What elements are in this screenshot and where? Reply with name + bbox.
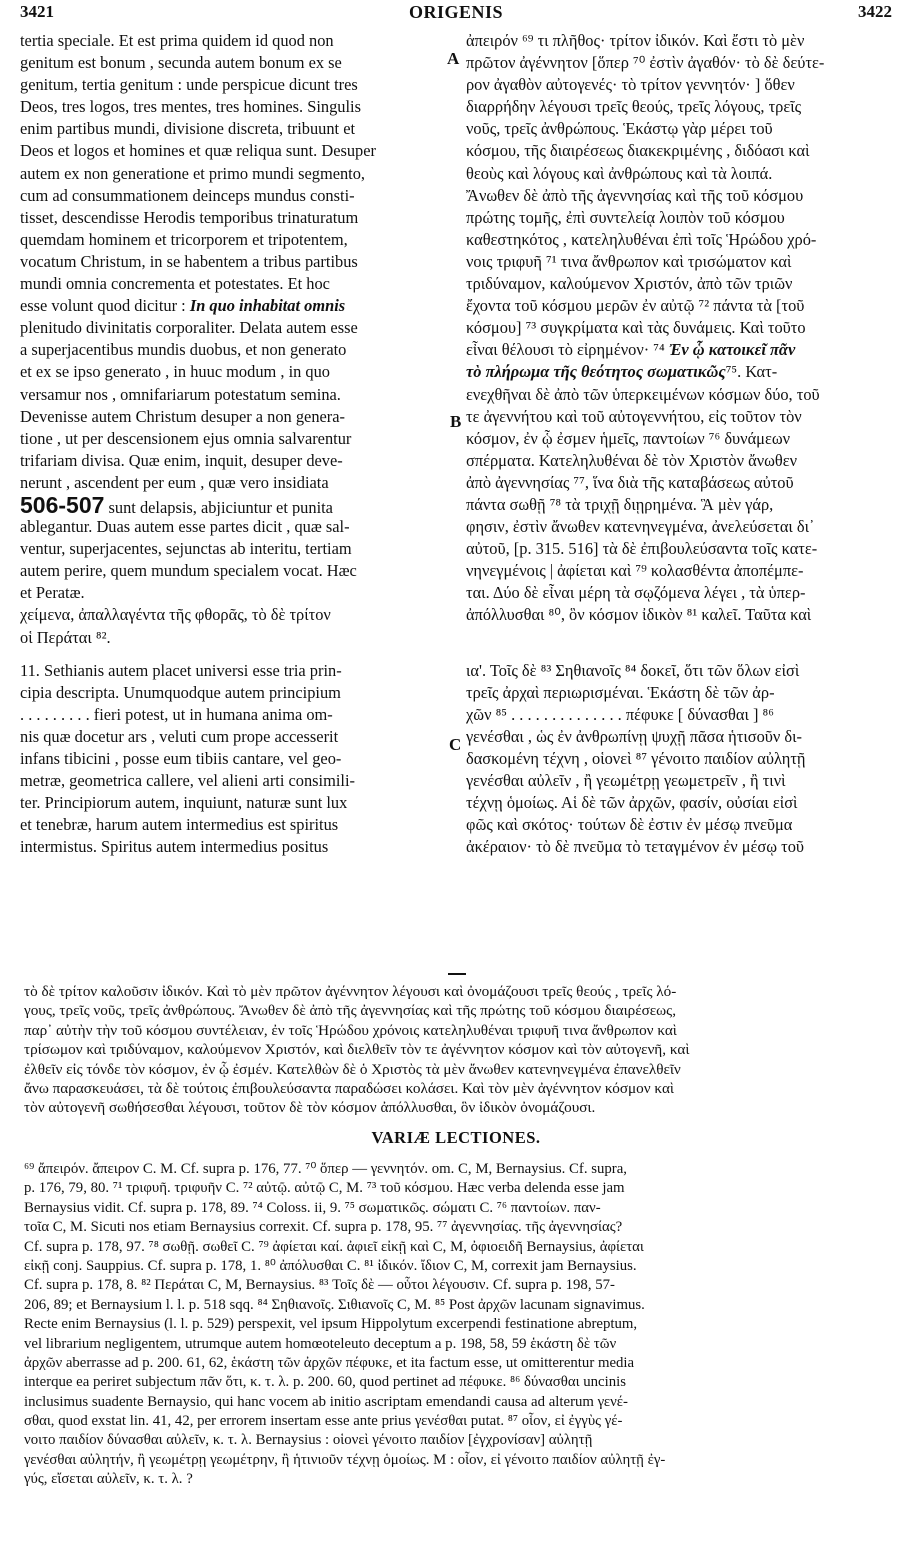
variant-line: Cf. supra p. 178, 8. ⁸² Περάται C, M, Bernaysius. ⁸³ Τοῖς δὲ — οὗτοι λέγουσιν. Cf. supra p. 198, 57-	[24, 1277, 615, 1294]
greek-line: νοῦς, τρεῖς ἀνθρώπους. Ἑκάστῳ γὰρ μέρει τοῦ	[466, 119, 773, 139]
greek-line: φησιν, ἐστὶν ἄνωθεν κατενηνεγμένα, ἀνελεύσεται δι᾽	[466, 517, 815, 537]
column-number: 506-507	[20, 493, 105, 517]
variant-line: Cf. supra p. 178, 97. ⁷⁸ σωθῇ. σωθεῖ C. ⁷⁹ ἀφίεται καί. ἀφιεῖ εἰκῇ καὶ C, M, ὀφιοειδῆ Bernaysius, ἀφίεται	[24, 1238, 644, 1255]
variant-line: p. 176, 79, 80. ⁷¹ τριφυῆ. τριφυῆν C. ⁷² αὐτῷ. αὐτῷ C, M. ⁷³ τοῦ κόσμου. Hæc verba delenda esse jam	[24, 1180, 625, 1197]
latin-line: Devenisse autem Christum desuper a non genera-	[20, 406, 345, 426]
greek-column	[466, 30, 892, 858]
column-marker-a: A	[447, 49, 460, 68]
latin-line: esse volunt quod dicitur :	[20, 296, 186, 316]
greek-line: καθεστηκότος , κατεληλυθέναι ἐπὶ τοῖς Ἡρώδου χρό-	[466, 229, 817, 249]
greek-footnote-block	[24, 982, 894, 1118]
variant-line: γύς, εἴσεται αὐλεῖν, κ. τ. λ. ?	[24, 1471, 193, 1488]
latin-scripture-quote: In quo inhabitat omnis	[189, 296, 346, 316]
spacer	[466, 649, 892, 660]
greek-line: Ἄνωθεν δὲ ἀπὸ τῆς ἀγεννησίας καὶ τῆς τοῦ κόσμου	[466, 185, 804, 205]
latin-line: Deos, tres logos, tres mentes, tres homines. Singulis	[20, 97, 361, 117]
greek-line: νηνεγμένοις | ἀφίεται καὶ ⁷⁹ κολασθέντα ἀποπέμπε-	[466, 561, 804, 581]
variant-line: σθαι, quod exstat lin. 41, 42, per errorem insertam esse ante prius γενέσθαι putat. ⁸⁷ οἷον, εἰ ἐγγὺς γέ-	[24, 1413, 623, 1430]
greek-line-with-quote-end	[466, 361, 892, 383]
greek-line: κόσμου, τῆς διαιρέσεως διακεκριμένης , διδόασι καὶ	[466, 141, 810, 161]
greek-line: δασκομένη τέχνη , οἱονεὶ ⁸⁷ γένοιτο παιδίον αὐλητῇ	[466, 749, 806, 768]
latin-line: plenitudo divinitatis corporaliter. Delata autem esse	[20, 318, 358, 338]
greek-line: τρεῖς ἀρχαὶ περιωρισμέναι. Ἑκάστη δὲ τῶν ἀρ-	[466, 682, 775, 702]
greek-line: ἀκέραιον· τὸ δὲ πνεῦμα τὸ τεταγμένον ἐν μέσῳ τοῦ	[466, 837, 805, 857]
latin-line: metræ, geometrica callere, vel alieni arti consimili-	[20, 771, 355, 791]
greek-line: ἀπειρόν ⁶⁹ τι πλῆθος· τρίτον ἰδικόν. Καὶ ἔστι τὸ μὲν	[466, 31, 805, 50]
section-divider	[448, 973, 466, 975]
latin-line: infans tibicini , posse eum tibiis cantare, vel geo-	[20, 749, 342, 768]
variae-lectiones-block	[24, 1160, 894, 1490]
greek-line: πάντα σωθῇ ⁷⁸ τὰ τριχῇ διῃρημένα. Ἃ μὲν γάρ,	[466, 494, 774, 514]
greek-line-with-quote	[466, 339, 892, 361]
latin-line: genitum est bonum , secunda autem bonum ex se	[20, 53, 342, 73]
latin-line: sunt delapsis, abjiciuntur et punita	[108, 497, 333, 517]
greek-scripture-quote: Ἐν ᾧ κατοικεῖ πᾶν	[668, 340, 796, 360]
greek-line-empty	[466, 627, 892, 649]
greek-line: ἀπὸ ἀγεννησίας ⁷⁷, ἵνα διὰ τῆς καταβάσεως αὐτοῦ	[466, 472, 794, 492]
greek-line: κόσμον, ἐν ᾧ ἐσμεν ἡμεῖς, παντοίων ⁷⁶ δυνάμεων	[466, 428, 791, 448]
variant-line: εἰκῇ conj. Sauppius. Cf. supra p. 178, 1. ⁸⁰ ἀπόλυσθαι C. ⁸¹ ἰδικόν. ἴδιον C, M, correxit jam Bernaysius.	[24, 1257, 637, 1274]
latin-line: cipia descripta. Unumquodque autem principium	[20, 682, 341, 702]
greek-quote-tail: ⁷⁵. Κατ-	[725, 362, 778, 382]
spacer	[20, 649, 444, 660]
latin-line: Deos et logos et homines et quæ reliqua sunt. Desuper	[20, 141, 376, 161]
greek-line: ἀπόλλυσθαι ⁸⁰, ὃν κόσμον ἰδικὸν ⁸¹ καλεῖ. Ταῦτα καὶ	[466, 605, 812, 625]
greek-overflow-line: οἱ Περάται ⁸².	[20, 627, 111, 647]
latin-line-with-quote	[20, 295, 444, 317]
greek-line: ἔχοντα τοῦ κόσμου μερῶν ἐν αὐτῷ ⁷² πάντα τὰ [τοῦ	[466, 296, 805, 316]
latin-line: a superjacentibus mundis duobus, et non generato	[20, 340, 347, 360]
variant-line: interque ea periret subjectum πᾶν ὅτι, κ. τ. λ. p. 200. 60, quod pertinet ad πέφυκε. ⁸⁶ δύνασθαι uncinis	[24, 1374, 627, 1391]
greek-line: γενέσθαι , ὡς ἐν ἀνθρωπίνῃ ψυχῇ πᾶσα ἡτισοῦν δι-	[466, 726, 802, 746]
latin-line: versamur nos , omnifariarum potestatum semina.	[20, 384, 341, 404]
latin-line: cum ad consummationem deinceps mundus consti-	[20, 185, 355, 205]
greek-line: γενέσθαι αὐλεῖν , ἢ γεωμέτρῃ γεωμετρεῖν , ἢ τινὶ	[466, 771, 786, 791]
greek-line: τέχνῃ ὁμοίως. Αἱ δὲ τῶν ἀρχῶν, φασίν, οὐσίαι εἰσὶ	[466, 793, 798, 813]
footnote-line: τὸ δὲ τρίτον καλοῦσιν ἰδικόν. Καὶ τὸ μὲν πρῶτον ἀγέννητον λέγουσι καὶ ὀνομάζουσι τρεῖς θεούς , τρεῖς λό-	[24, 983, 677, 1000]
greek-line: τὸ πλήρωμα τῆς θεότητος σωματικῶς	[466, 362, 726, 382]
variant-line: τοῖα C, M. Sicuti nos etiam Bernaysius correxit. Cf. supra p. 178, 95. ⁷⁷ ἀγεννησίας. τῆς ἀγεννησίας?	[24, 1219, 623, 1236]
latin-line: trifariam divisa. Quæ enim, inquit, desuper deve-	[20, 450, 343, 470]
greek-overflow-line: χείμενα, ἀπαλλαγέντα τῆς φθορᾶς, τὸ δὲ τρίτον	[20, 605, 331, 625]
latin-line: et ex se ipso generato , in huuc modum , in quo	[20, 362, 330, 382]
footnote-line: γους, τρεῖς νοῦς, τρεῖς ἀνθρώπους. Ἄνωθεν δὲ ἀπὸ τῆς ἀγεννησίας καὶ τῆς πρώτης τοῦ κόσμου διαιρέσεως,	[24, 1002, 676, 1020]
variant-line: inclusimus suadente Bernaysio, qui hanc vocem ab initio ascriptam emendandi causa ad alterum γενέ-	[24, 1393, 628, 1410]
latin-line: genitum, tertia genitum : unde perspicue dicunt tres	[20, 75, 358, 95]
latin-line: et Peratæ.	[20, 583, 85, 603]
greek-line: τε ἀγεννήτου καὶ τοῦ αὐτογεννήτου, εἰς τοῦτον τὸν	[466, 406, 802, 426]
latin-line: enim partibus mundi, divisione discreta, tribuunt et	[20, 119, 356, 139]
latin-line: nerunt , ascendent per eum , quæ vero insidiata	[20, 472, 329, 492]
greek-line: εἶναι θέλουσι τὸ εἰρημένον· ⁷⁴	[466, 340, 665, 360]
greek-line: κόσμου] ⁷³ συγκρίματα καὶ τὰς δυνάμεις. Καὶ τοῦτο	[466, 318, 806, 338]
greek-line: ται. Δύο δὲ εἶναι μέρη τὰ σῳζόμενα λέγει , τὰ ὑπερ-	[466, 583, 806, 603]
variant-line: νοιτο παιδίον δύνασθαι αὐλεῖν, κ. τ. λ. Bernaysius : οἱονεὶ γένοιτο παιδίον [ἐγχρονίσαν] αὐλητῇ	[24, 1432, 593, 1449]
latin-line: tione , ut per descensionem ejus omnia salvarentur	[20, 428, 352, 448]
variant-line: 206, 89; et Bernaysium l. l. p. 518 sqq. ⁸⁴ Σηθιανοῖς. Σιθιανοῖς C, M. ⁸⁵ Post ἀρχῶν lacunam signavimus.	[24, 1296, 645, 1313]
latin-line-with-column-number	[20, 494, 444, 516]
greek-line: αὐτοῦ, [p. 315. 516] τὰ δὲ ἐπιβουλεύσαντα τοῖς κατε-	[466, 539, 818, 559]
greek-line: θεοὺς καὶ λόγους καὶ ἀνθρώπους καὶ τὰ λοιπά.	[466, 163, 773, 183]
latin-line: autem perire, quem mundum specialem vocat. Hæc	[20, 561, 357, 581]
latin-line: ter. Principiorum autem, inquiunt, naturæ sunt lux	[20, 793, 348, 813]
latin-line: 11. Sethianis autem placet universi esse tria prin-	[20, 660, 342, 680]
footnote-line: παρ᾽ αὐτὴν τὴν τοῦ κόσμου συντέλειαν, ἐν τοῖς Ἡρώδου χρόνοις κατεληλυθέναι τριφυῆ τινα ἄνθρωπον καὶ	[24, 1021, 677, 1039]
latin-line: tertia speciale. Et est prima quidem id quod non	[20, 31, 334, 50]
latin-line: ventur, superjacentes, sejunctas ab interitu, tertiam	[20, 539, 352, 559]
latin-line: mundi omnia concrementa et potestates. Et hoc	[20, 274, 330, 294]
page-number-right: 3422	[858, 2, 892, 21]
latin-line: intermistus. Spiritus autem intermedius positus	[20, 837, 329, 857]
greek-line: ρον ἀγαθὸν αὐτογενές· τὸ τρίτον γεννητόν· ] ὅθεν	[466, 75, 795, 95]
latin-line: ablegantur. Duas autem esse partes dicit , quæ sal-	[20, 517, 350, 537]
variae-lectiones-heading: VARIÆ LECTIONES.	[371, 1128, 541, 1147]
variant-line: Bernaysius vidit. Cf. supra p. 178, 89. ⁷⁴ Coloss. ii, 9. ⁷⁵ σωματικῶς. σώματι C. ⁷⁶ παντοίων. παν-	[24, 1199, 601, 1216]
latin-line: autem ex non generatione et primo mundi segmento,	[20, 163, 366, 183]
footnote-line: τὸν αὐτογενῆ σωθήσεσθαι λέγουσι, τοῦτον δὲ τὸν κόσμον ἀπόλλυσθαι, ὃν ἰδικὸν ὀνομάζουσι.	[24, 1099, 596, 1117]
variant-line: Recte enim Bernaysius (l. l. p. 529) perspexit, vel ipsum Hippolytum excerpendi festinatione abreptum,	[24, 1316, 638, 1333]
variant-line: γενέσθαι αὐλητήν, ἢ γεωμέτρῃ γεωμέτρην, ἢ ἡτινιοῦν τέχνῃ ὁμοίως. M : οἷον, εἰ γένοιτο παιδίον αὐλητῇ ἐγ-	[24, 1451, 666, 1468]
greek-line: πρώτης τομῆς, ἐπὶ συντελείᾳ λοιπὸν τοῦ κόσμου	[466, 207, 785, 227]
variant-line: ἀρχῶν aberrasse ad p. 200. 61, 62, ἑκάστη τῶν ἀρχῶν πέφυκε, et ita factum esse, ut omitterentur media	[24, 1354, 635, 1371]
footnote-line: τρίσωμον καὶ τριδύναμον, καλούμενον Χριστόν, καὶ διελθεῖν τὸν τε ἀγέννητον κόσμον καὶ τὸν αὐτογενῆ, καὶ	[24, 1041, 690, 1059]
page-header	[20, 0, 892, 28]
latin-column	[20, 30, 444, 858]
footnote-line: ἄνω παρασκευάσει, τὰ δὲ τούτοις ἐπιβουλεύσαντα παραδώσει κολάσει. Καὶ τὸν μὲν ἀγέννητον κόσμον καὶ	[24, 1079, 674, 1097]
latin-line: vocatum Christum, in se habentem a tribus partibus	[20, 251, 358, 271]
greek-line: σπέρματα. Κατεληλυθέναι δὲ τὸν Χριστὸν ἄνωθεν	[466, 450, 798, 470]
column-marker-b: B	[450, 412, 462, 431]
greek-line: διαρρήδην λέγουσι τρεῖς θεούς, τρεῖς λόγους, τρεῖς	[466, 97, 802, 117]
greek-line: ενεχθῆναι δὲ ἀπὸ τῶν ὑπερκειμένων κόσμων δύο, τοῦ	[466, 384, 820, 404]
latin-line: et tenebræ, harum autem intermedius est spiritus	[20, 815, 339, 835]
variant-line: ⁶⁹ ἄπειρόν. ἄπειρον C. M. Cf. supra p. 176, 77. ⁷⁰ ὅπερ — γεννητόν. om. C, M, Bernaysius. Cf. supra,	[24, 1161, 627, 1177]
column-marker-c: C	[449, 735, 462, 754]
latin-line: nis quæ docetur ars , veluti cum prope accesserit	[20, 726, 339, 746]
latin-line: tisset, descendisse Herodis temporibus trinaturatum	[20, 207, 359, 227]
latin-line: . . . . . . . . . fieri potest, ut in humana anima om-	[20, 704, 333, 724]
page-number-left: 3421	[20, 2, 54, 21]
variant-line: vel librarium negligentem, utrumque autem homœoteleuto deceptum a p. 198, 58, 59 ἑκάστη δὲ τῶν	[24, 1335, 617, 1352]
latin-line: quemdam hominem et tricorporem et tripotentem,	[20, 229, 348, 249]
footnote-line: ἐλθεῖν εἰς τόνδε τὸν κόσμον, ἐν ᾧ ἐσμέν. Κατελθὼν δὲ ὁ Χριστὸς τὰ μὲν ἄνωθεν κατενηνεγμένα ἐπανελθεῖν	[24, 1060, 681, 1078]
greek-line: νοις τριφυῆ ⁷¹ τινα ἄνθρωπον καὶ τρισώματον καὶ	[466, 251, 792, 271]
greek-line: χῶν ⁸⁵ . . . . . . . . . . . . . . πέφυκε [ δύνασθαι ] ⁸⁶	[466, 704, 774, 724]
greek-line: πρῶτον ἀγέννητον [ὅπερ ⁷⁰ ἐστὶν ἀγαθόν· τὸ δὲ δεύτε-	[466, 53, 825, 73]
greek-line: τριδύναμον, καλούμενον Χριστόν, ἀπὸ τῶν τριῶν	[466, 274, 793, 294]
greek-line: φῶς καὶ σκότος· τούτων δὲ ἐστιν ἐν μέσῳ πνεῦμα	[466, 815, 793, 835]
running-title: ORIGENIS	[408, 2, 504, 22]
greek-line: ια'. Τοῖς δὲ ⁸³ Σηθιανοῖς ⁸⁴ δοκεῖ, ὅτι τῶν ὅλων εἰσὶ	[466, 660, 800, 680]
